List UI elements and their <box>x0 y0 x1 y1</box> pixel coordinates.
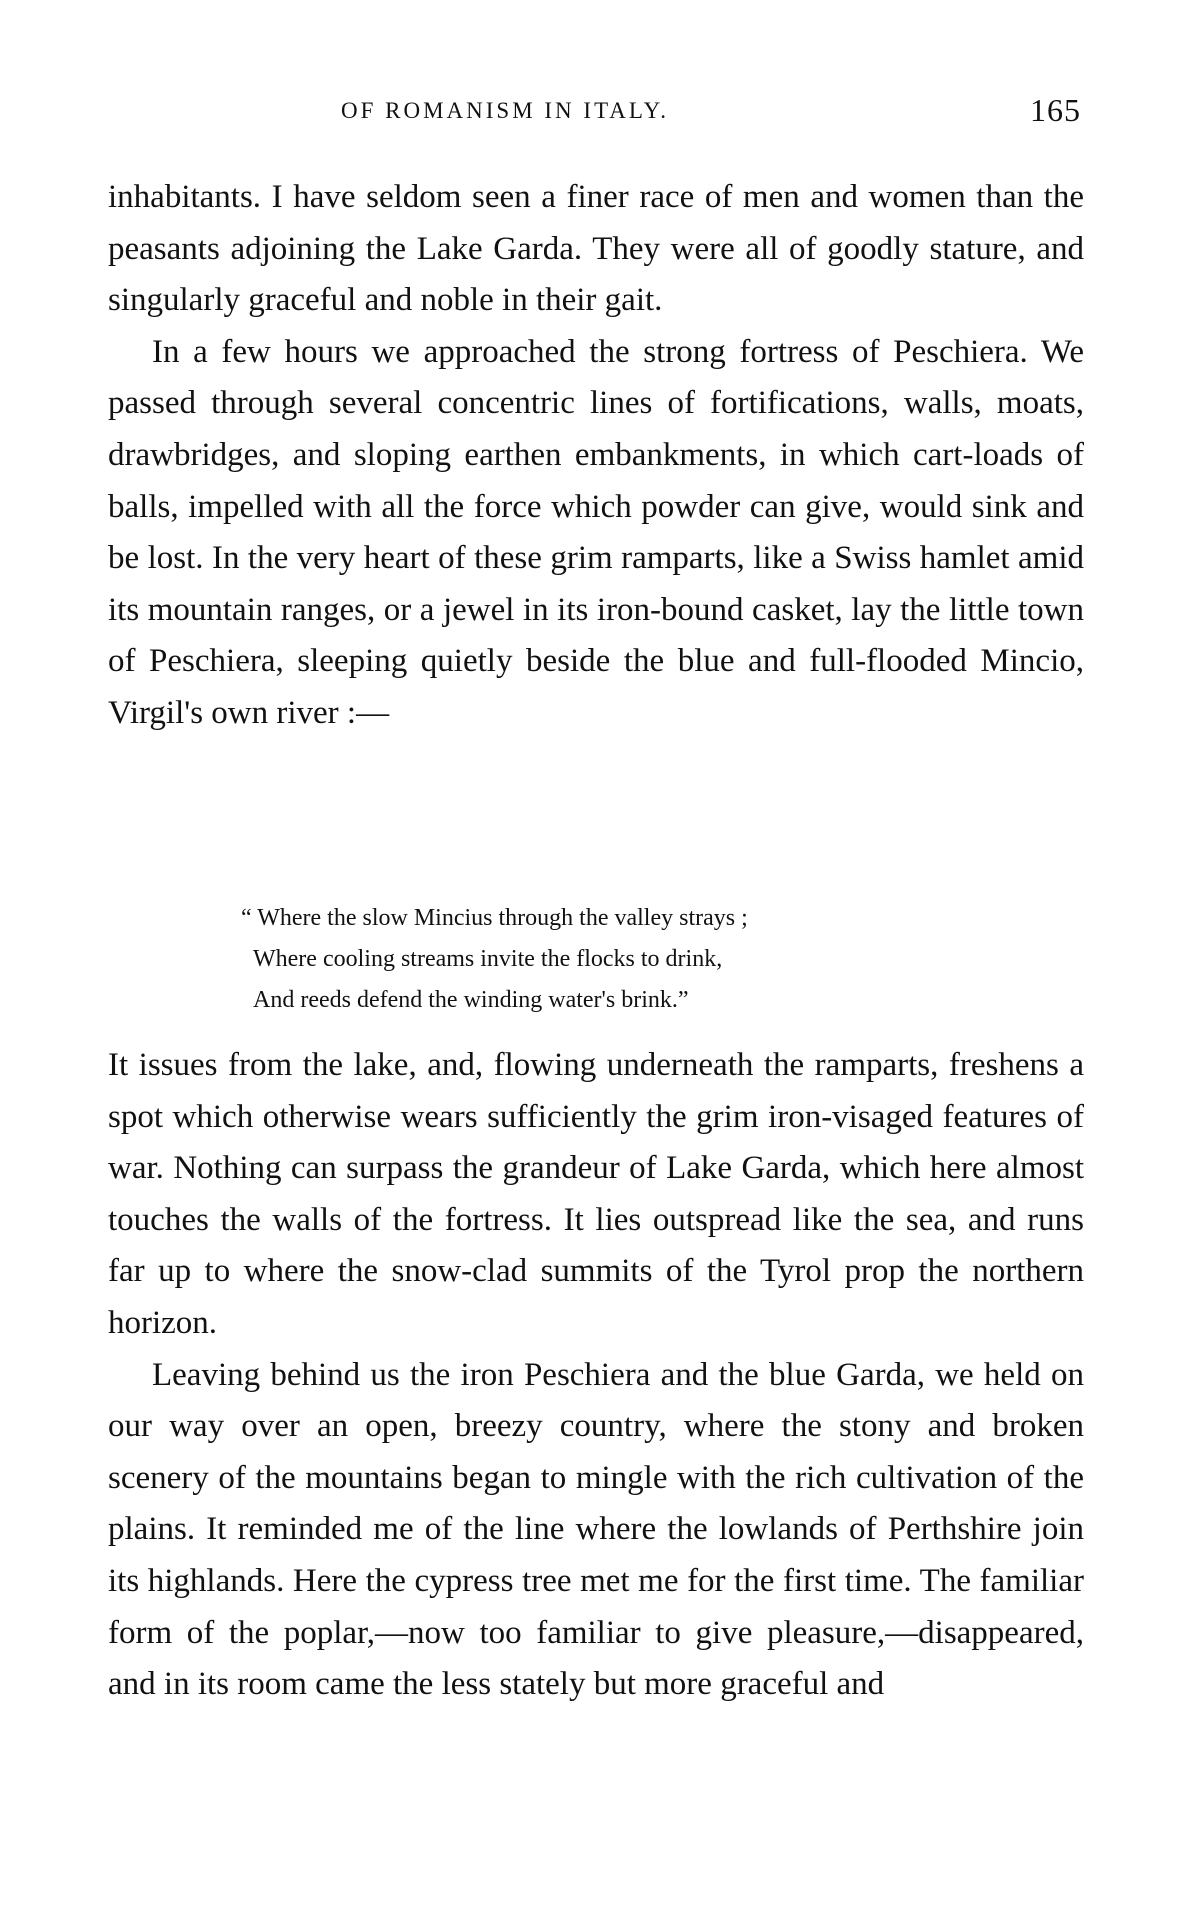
running-title: OF ROMANISM IN ITALY. <box>340 98 670 123</box>
text-block-upper <box>108 172 1084 740</box>
text-block-lower <box>108 1040 1084 1711</box>
paragraph-continued: inhabitants. I have seldom seen a finer race of men and women than the peasants adjoining the Lake Garda. They were all of goodly stature, and singularly graceful and noble in their gait. <box>108 179 1084 319</box>
quote-line: Where cooling streams invite the flocks to drink, <box>253 946 723 972</box>
quote-line: And reeds defend the winding water's brink.” <box>253 987 689 1013</box>
paragraph-peschiera: In a few hours we approached the strong fortress of Peschiera. We passed through several concentric lines of fortifications, walls, moats, drawbridges, and sloping earthen embankments, in which cart-loads of balls, impelled with all the force which powder can give, would sink and be lost. In the very heart of these grim ramparts, like a Swiss hamlet amid its mountain ranges, or a jewel in its iron-bound casket, lay the little town of Peschiera, sleeping quietly beside the blue and full-flooded Mincio, Virgil's own river :— <box>108 333 1084 731</box>
paragraph-garda: Leaving behind us the iron Peschiera and the blue Garda, we held on our way over an open, breezy country, where the stony and broken scenery of the mountains began to mingle with the rich cultivation of the plains. It reminded me of the line where the lowlands of Perthshire join its highlands. Here the cypress tree met me for the first time. The familiar form of the poplar,—now too familiar to give pleasure,—disappeared, and in its room came the less stately but more graceful and <box>108 1356 1084 1703</box>
quote-line: “ Where the slow Mincius through the valley strays ; <box>241 905 748 931</box>
page-header <box>0 92 1189 132</box>
page-number: 165 <box>1030 92 1081 128</box>
verse-quotation <box>241 898 1053 1021</box>
paragraph-mincio: It issues from the lake, and, flowing underneath the ramparts, freshens a spot which otherwise wears sufficiently the grim iron-visaged features of war. Nothing can surpass the grandeur of Lake Garda, which here almost touches the walls of the fortress. It lies outspread like the sea, and runs far up to where the snow-clad summits of the Tyrol prop the northern horizon. <box>108 1047 1084 1341</box>
